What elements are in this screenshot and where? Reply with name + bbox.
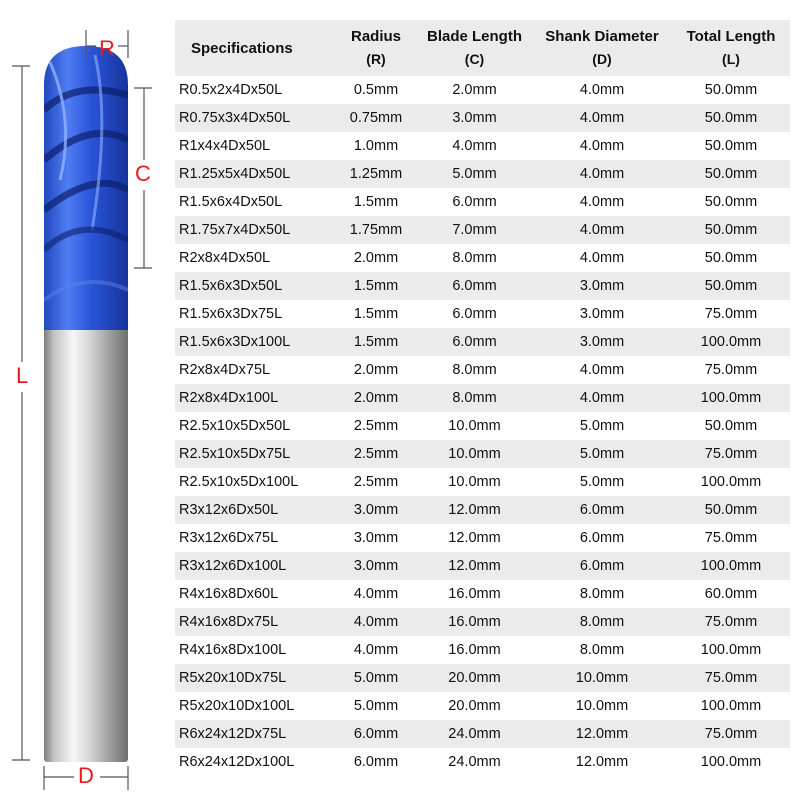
ball-end-mill-illustration xyxy=(0,0,175,800)
coated-cutting-head xyxy=(40,36,132,335)
shank-diameter-cell: 12.0mm xyxy=(575,754,629,770)
header-title: Specifications xyxy=(191,39,293,57)
total-length-cell: 75.0mm xyxy=(704,726,758,742)
total-length-cell: 50.0mm xyxy=(704,222,758,238)
tool-diagram xyxy=(0,0,175,800)
blade-length-cell: 8.0mm xyxy=(452,362,497,378)
blade-length-cell: 6.0mm xyxy=(452,194,497,210)
radius-cell: 2.0mm xyxy=(353,390,399,406)
blade-length-cell: 6.0mm xyxy=(452,306,497,322)
shank-diameter-cell: 5.0mm xyxy=(579,418,625,434)
total-length-cell: 100.0mm xyxy=(700,642,762,658)
spec-cell: R1.5x6x3Dx75L xyxy=(179,306,283,322)
radius-cell: 3.0mm xyxy=(353,502,399,518)
total-length-cell: 50.0mm xyxy=(704,166,758,182)
spec-cell: R1x4x4Dx50L xyxy=(179,138,271,154)
radius-cell: 2.5mm xyxy=(353,418,399,434)
radius-cell: 3.0mm xyxy=(353,530,399,546)
table-row xyxy=(175,188,790,216)
spec-cell: R6x24x12Dx100L xyxy=(179,754,295,770)
spec-cell: R1.5x6x3Dx100L xyxy=(179,334,291,350)
radius-cell: 3.0mm xyxy=(353,558,399,574)
radius-cell: 1.5mm xyxy=(353,306,399,322)
table-header xyxy=(175,20,790,76)
shank-diameter-cell: 12.0mm xyxy=(575,726,629,742)
radius-cell: 6.0mm xyxy=(353,726,399,742)
blade-length-cell: 4.0mm xyxy=(452,138,497,154)
shank-diameter-cell: 3.0mm xyxy=(579,278,625,294)
table-row xyxy=(175,720,790,748)
table-row xyxy=(175,328,790,356)
radius-cell: 6.0mm xyxy=(353,754,399,770)
shank-diameter-cell: 6.0mm xyxy=(579,530,625,546)
radius-cell: 1.5mm xyxy=(353,334,399,350)
radius-cell: 4.0mm xyxy=(353,586,399,602)
blade-length-cell: 5.0mm xyxy=(452,166,497,182)
shank-diameter-cell: 10.0mm xyxy=(575,698,629,714)
total-length-dimension-label: L xyxy=(16,363,29,388)
radius-cell: 2.5mm xyxy=(353,446,399,462)
header-specifications xyxy=(175,20,335,76)
header-symbol: (D) xyxy=(592,51,612,67)
table-row xyxy=(175,76,790,104)
spec-cell: R5x20x10Dx100L xyxy=(179,698,295,714)
shank-diameter-cell: 4.0mm xyxy=(579,110,625,126)
blade-length-cell: 6.0mm xyxy=(452,278,497,294)
table-row xyxy=(175,244,790,272)
total-length-cell: 100.0mm xyxy=(700,390,762,406)
table-row xyxy=(175,636,790,664)
blade-length-cell: 8.0mm xyxy=(452,250,497,266)
blade-length-cell: 12.0mm xyxy=(448,530,501,546)
total-length-cell: 100.0mm xyxy=(700,558,762,574)
radius-cell: 1.5mm xyxy=(353,194,399,210)
radius-cell: 2.5mm xyxy=(353,474,399,490)
blade-length-cell: 24.0mm xyxy=(448,726,501,742)
blade-length-cell: 3.0mm xyxy=(452,110,497,126)
shank-diameter-cell: 3.0mm xyxy=(579,334,625,350)
table-row xyxy=(175,216,790,244)
spec-cell: R4x16x8Dx75L xyxy=(179,614,279,630)
spec-cell: R4x16x8Dx100L xyxy=(179,642,287,658)
table-row xyxy=(175,356,790,384)
total-length-cell: 50.0mm xyxy=(704,82,758,98)
shank-diameter-cell: 8.0mm xyxy=(579,586,625,602)
header-title: Blade Length xyxy=(426,28,522,45)
blade-length-cell: 20.0mm xyxy=(448,698,501,714)
radius-cell: 1.5mm xyxy=(353,278,399,294)
radius-cell: 5.0mm xyxy=(353,670,399,686)
total-length-cell: 50.0mm xyxy=(704,418,758,434)
spec-cell: R5x20x10Dx75L xyxy=(179,670,287,686)
radius-cell: 2.0mm xyxy=(353,362,399,378)
radius-cell: 5.0mm xyxy=(353,698,399,714)
shank-diameter-cell: 6.0mm xyxy=(579,502,625,518)
spec-cell: R1.75x7x4Dx50L xyxy=(179,222,291,238)
table-row xyxy=(175,440,790,468)
total-length-cell: 50.0mm xyxy=(704,502,758,518)
table-row xyxy=(175,692,790,720)
radius-cell: 0.75mm xyxy=(349,110,403,126)
total-length-cell: 75.0mm xyxy=(704,306,758,322)
spec-cell: R2x8x4Dx50L xyxy=(179,250,271,266)
radius-cell: 4.0mm xyxy=(353,614,399,630)
blade-length-cell: 16.0mm xyxy=(448,614,501,630)
table-row xyxy=(175,580,790,608)
table-row xyxy=(175,384,790,412)
shank-diameter-cell: 4.0mm xyxy=(579,250,625,266)
radius-cell: 4.0mm xyxy=(353,642,399,658)
table-row xyxy=(175,132,790,160)
spec-cell: R3x12x6Dx50L xyxy=(179,502,279,518)
shank-diameter-cell: 4.0mm xyxy=(579,222,625,238)
total-length-cell: 75.0mm xyxy=(704,614,758,630)
table-row xyxy=(175,496,790,524)
shank-diameter-cell: 4.0mm xyxy=(579,166,625,182)
spec-cell: R0.5x2x4Dx50L xyxy=(179,82,283,98)
header-symbol: (R) xyxy=(366,51,386,67)
spec-cell: R2.5x10x5Dx100L xyxy=(179,474,299,490)
shank-diameter-dimension-label: D xyxy=(78,763,94,788)
blade-length-cell: 8.0mm xyxy=(452,390,497,406)
shank-diameter-cell: 5.0mm xyxy=(579,474,625,490)
shank-diameter-cell: 4.0mm xyxy=(579,194,625,210)
header-total-length xyxy=(672,20,790,76)
blade-length-cell: 6.0mm xyxy=(452,334,497,350)
blade-length-dimension-label: C xyxy=(135,161,151,186)
table-row xyxy=(175,104,790,132)
spec-cell: R1.5x6x4Dx50L xyxy=(179,194,283,210)
header-title: Radius xyxy=(350,28,401,45)
header-symbol: (L) xyxy=(722,51,740,67)
total-length-cell: 75.0mm xyxy=(704,670,758,686)
radius-cell: 1.0mm xyxy=(353,138,399,154)
total-length-cell: 75.0mm xyxy=(704,446,758,462)
radius-cell: 0.5mm xyxy=(353,82,399,98)
header-blade-length xyxy=(417,20,532,76)
header-radius xyxy=(335,20,417,76)
shank-diameter-cell: 8.0mm xyxy=(579,614,625,630)
shank-diameter-cell: 3.0mm xyxy=(579,306,625,322)
radius-dimension-label: R xyxy=(99,36,115,61)
blade-length-cell: 10.0mm xyxy=(448,474,501,490)
blade-length-cell: 12.0mm xyxy=(448,502,501,518)
spec-cell: R2x8x4Dx75L xyxy=(179,362,271,378)
spec-cell: R2.5x10x5Dx50L xyxy=(179,418,291,434)
blade-length-cell: 2.0mm xyxy=(452,82,497,98)
total-length-cell: 100.0mm xyxy=(700,754,762,770)
spec-cell: R1.5x6x3Dx50L xyxy=(179,278,283,294)
header-row xyxy=(175,20,790,76)
total-length-cell: 100.0mm xyxy=(700,698,762,714)
total-length-cell: 50.0mm xyxy=(704,250,758,266)
total-length-cell: 100.0mm xyxy=(700,474,762,490)
shank-diameter-cell: 6.0mm xyxy=(579,558,625,574)
total-length-cell: 50.0mm xyxy=(704,278,758,294)
total-length-cell: 75.0mm xyxy=(704,530,758,546)
spec-cell: R2x8x4Dx100L xyxy=(179,390,279,406)
blade-length-cell: 16.0mm xyxy=(448,642,501,658)
table-row xyxy=(175,748,790,776)
blade-length-cell: 24.0mm xyxy=(448,754,501,770)
spec-cell: R3x12x6Dx100L xyxy=(179,558,287,574)
total-length-cell: 50.0mm xyxy=(704,110,758,126)
shank-diameter-cell: 4.0mm xyxy=(579,82,625,98)
total-length-cell: 60.0mm xyxy=(704,586,758,602)
spec-cell: R2.5x10x5Dx75L xyxy=(179,446,291,462)
table-row xyxy=(175,272,790,300)
spec-cell: R3x12x6Dx75L xyxy=(179,530,279,546)
total-length-cell: 50.0mm xyxy=(704,138,758,154)
shank-diameter-cell: 5.0mm xyxy=(579,446,625,462)
shank-diameter-cell: 4.0mm xyxy=(579,390,625,406)
table-row xyxy=(175,300,790,328)
header-shank-diameter xyxy=(532,20,672,76)
blade-length-cell: 10.0mm xyxy=(448,446,501,462)
shank-diameter-cell: 4.0mm xyxy=(579,138,625,154)
header-title: Shank Diameter xyxy=(545,28,659,45)
specification-table xyxy=(175,20,790,776)
spec-cell: R6x24x12Dx75L xyxy=(179,726,287,742)
radius-cell: 1.25mm xyxy=(349,166,403,182)
table-row xyxy=(175,608,790,636)
spec-cell: R0.75x3x4Dx50L xyxy=(179,110,291,126)
total-length-cell: 50.0mm xyxy=(704,194,758,210)
blade-length-cell: 7.0mm xyxy=(452,222,497,238)
shank-diameter-cell: 8.0mm xyxy=(579,642,625,658)
total-length-cell: 100.0mm xyxy=(700,334,762,350)
header-symbol: (C) xyxy=(464,51,485,67)
shank-diameter-cell: 4.0mm xyxy=(579,362,625,378)
table-row xyxy=(175,412,790,440)
blade-length-cell: 12.0mm xyxy=(448,558,501,574)
table-row xyxy=(175,468,790,496)
radius-cell: 1.75mm xyxy=(349,222,403,238)
shank-diameter-cell: 10.0mm xyxy=(575,670,629,686)
spec-cell: R1.25x5x4Dx50L xyxy=(179,166,291,182)
table-row xyxy=(175,664,790,692)
header-title: Total Length xyxy=(686,28,776,45)
table-body xyxy=(175,76,790,776)
total-length-cell: 75.0mm xyxy=(704,362,758,378)
shank xyxy=(44,270,128,762)
blade-length-cell: 16.0mm xyxy=(448,586,501,602)
table-row xyxy=(175,552,790,580)
blade-length-cell: 10.0mm xyxy=(448,418,501,434)
spec-cell: R4x16x8Dx60L xyxy=(179,586,279,602)
radius-cell: 2.0mm xyxy=(353,250,399,266)
table-row xyxy=(175,160,790,188)
table-row xyxy=(175,524,790,552)
blade-length-cell: 20.0mm xyxy=(448,670,501,686)
